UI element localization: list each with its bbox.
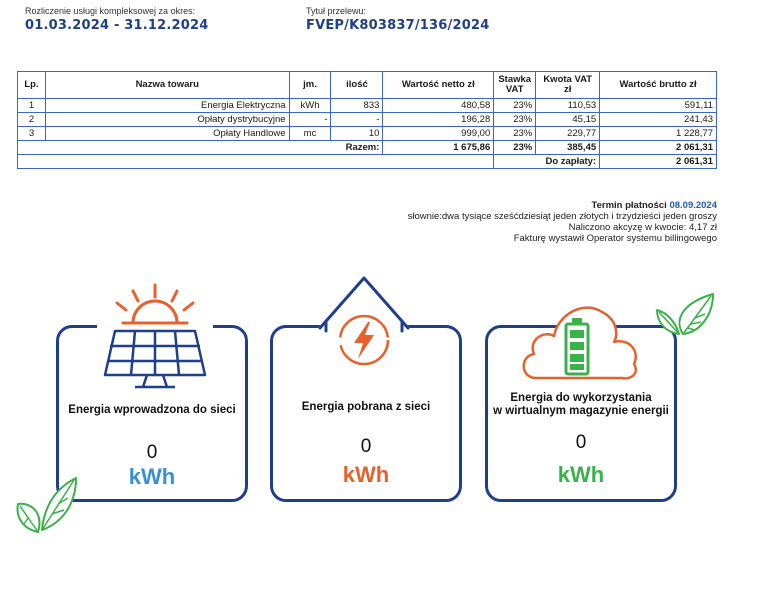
card-unit: kWh — [557, 462, 605, 487]
cell-gross: 241,43 — [600, 113, 717, 127]
cell-rate: 23% — [494, 127, 536, 141]
col-header-net: Wartość netto zł — [383, 72, 494, 99]
cell-rate: 23% — [494, 99, 536, 113]
house-lightning-icon — [316, 273, 412, 373]
col-header-lp: Lp. — [18, 72, 46, 99]
cell-qty: 833 — [331, 99, 383, 113]
cell-qty: 10 — [331, 127, 383, 141]
col-header-unit: jm. — [289, 72, 331, 99]
cell-gross: 591,11 — [600, 99, 717, 113]
cell-gross: 1 228,77 — [600, 127, 717, 141]
col-header-qty: ilość — [331, 72, 383, 99]
cell-qty: - — [331, 113, 383, 127]
issuer-note: Fakturę wystawił Operator systemu billingowego — [513, 233, 717, 244]
col-header-rate: Stawka VAT — [494, 72, 536, 99]
total-rate: 23% — [494, 141, 536, 155]
cell-name: Opłaty dystrybucyjne — [45, 113, 289, 127]
card-title: Energia pobrana z sieci — [301, 401, 431, 413]
card-title-line2: w wirtualnym magazynie energii — [493, 405, 669, 417]
table-to-pay-row — [18, 155, 717, 169]
card-value: 0 — [575, 432, 587, 453]
card-value: 0 — [360, 436, 372, 457]
total-label: Razem: — [18, 141, 383, 155]
card-value: 0 — [146, 442, 158, 463]
due-label: Termin płatności — [591, 200, 667, 211]
leaf-icon — [655, 292, 715, 338]
cell-lp: 1 — [18, 99, 46, 113]
cell-rate: 23% — [494, 113, 536, 127]
cell-unit: mc — [289, 127, 331, 141]
cell-unit: kWh — [289, 99, 331, 113]
table-total-row — [18, 141, 717, 155]
total-vat: 385,45 — [536, 141, 600, 155]
col-header-name: Nazwa towaru — [45, 72, 289, 99]
leaf-icon — [16, 476, 78, 536]
cloud-battery-icon — [518, 294, 643, 386]
cell-vat: 110,53 — [536, 99, 600, 113]
cell-name: Opłaty Handlowe — [45, 127, 289, 141]
table-row — [18, 113, 717, 127]
cell-name: Energia Elektryczna — [45, 99, 289, 113]
due-date: 08.09.2024 — [669, 200, 717, 211]
period-value: 01.03.2024 - 31.12.2024 — [25, 18, 209, 33]
col-header-gross: Wartość brutto zł — [600, 72, 717, 99]
total-gross: 2 061,31 — [600, 141, 717, 155]
to-pay-spacer — [18, 155, 494, 169]
amount-in-words: słownie:dwa tysiące sześćdziesiąt jeden złotych i trzydzieści jeden groszy — [407, 211, 717, 222]
to-pay-label: Do zapłaty: — [494, 155, 600, 169]
cell-lp: 2 — [18, 113, 46, 127]
card-title — [488, 392, 674, 418]
cell-unit: - — [289, 113, 331, 127]
due-line — [408, 200, 717, 211]
cell-net: 196,28 — [383, 113, 494, 127]
cell-net: 999,00 — [383, 127, 494, 141]
card-unit: kWh — [342, 462, 390, 487]
total-net: 1 675,86 — [383, 141, 494, 155]
col-header-vat: Kwota VAT zł — [536, 72, 600, 99]
table-row — [18, 99, 717, 113]
table-row — [18, 127, 717, 141]
invoice-table — [17, 71, 717, 169]
card-unit: kWh — [128, 464, 176, 489]
transfer-title-label: Tytuł przelewu: — [306, 6, 367, 16]
table-header-row — [18, 72, 717, 99]
card-title: Energia wprowadzona do sieci — [68, 404, 236, 416]
to-pay-value: 2 061,31 — [600, 155, 717, 169]
period-label: Rozliczenie usługi kompleksowej za okres: — [25, 6, 196, 16]
solar-panel-icon — [95, 283, 215, 395]
cell-vat: 45,15 — [536, 113, 600, 127]
excise-note: Naliczono akcyzę w kwocie: 4,17 zł — [568, 222, 717, 233]
card-title-line1: Energia do wykorzystania — [510, 392, 652, 404]
cell-net: 480,58 — [383, 99, 494, 113]
cell-vat: 229,77 — [536, 127, 600, 141]
payment-notes — [408, 200, 717, 244]
transfer-title-value: FVEP/K803837/136/2024 — [306, 18, 490, 33]
cell-lp: 3 — [18, 127, 46, 141]
